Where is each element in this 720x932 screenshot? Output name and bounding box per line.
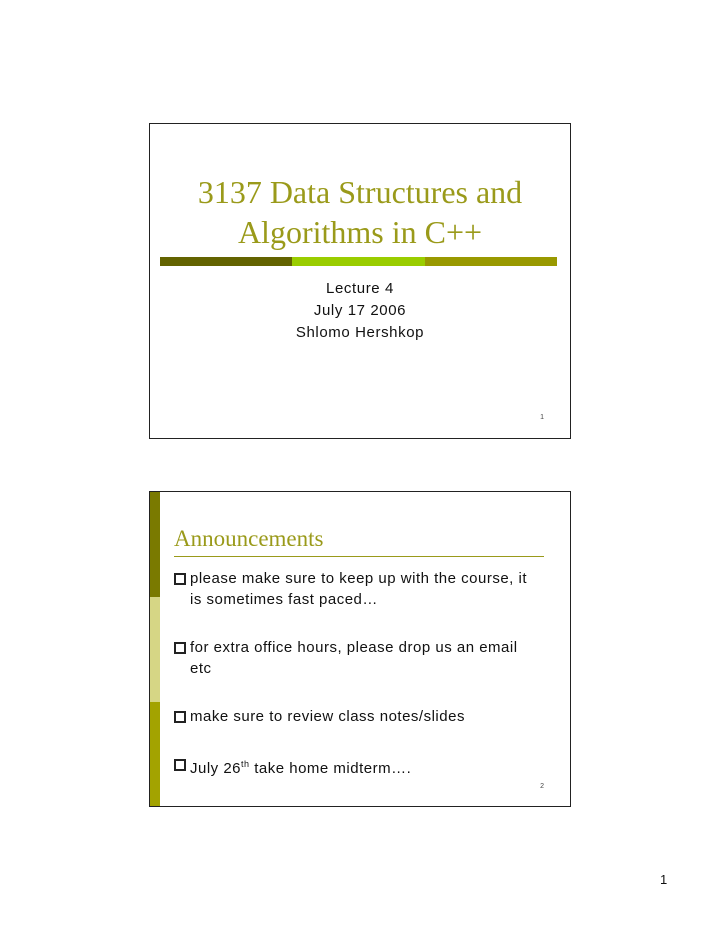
slide-2-title: Announcements — [174, 526, 324, 551]
divider-segment-bright — [292, 257, 424, 266]
divider-segment-olive — [425, 257, 557, 266]
sidebar-segment-olive — [150, 702, 160, 806]
square-bullet-icon — [174, 711, 186, 723]
list-item — [174, 706, 534, 727]
slide-2-sidebar — [150, 492, 160, 806]
bullet-text: for extra office hours, please drop us an email etc — [190, 639, 518, 677]
bullet-text: please make sure to keep up with the course, it is sometimes fast paced… — [190, 570, 528, 608]
slide-1-title-line-1: 3137 Data Structures and — [197, 174, 523, 210]
slide-1 — [149, 123, 571, 439]
list-item — [174, 568, 534, 610]
page-number: 1 — [660, 872, 668, 887]
list-item — [174, 637, 534, 679]
announcement-list — [174, 568, 534, 779]
slide-2-number: 2 — [540, 783, 544, 790]
list-item — [174, 754, 534, 779]
square-bullet-icon — [174, 573, 186, 585]
bullet-text-prefix: July 26 — [190, 760, 242, 777]
slide-2-title-rule — [174, 556, 544, 557]
slide-1-title — [150, 172, 570, 252]
square-bullet-icon — [174, 642, 186, 654]
slide-1-title-line-2: Algorithms in C++ — [237, 214, 483, 250]
square-bullet-icon — [174, 759, 186, 771]
bullet-text: make sure to review class notes/slides — [190, 708, 465, 725]
sidebar-segment-light — [150, 597, 160, 702]
lecture-label: Lecture 4 — [326, 280, 394, 297]
title-divider-bar — [160, 257, 557, 266]
slide-1-subtitle — [150, 278, 570, 344]
divider-segment-dark — [160, 257, 292, 266]
bullet-text-suffix: take home midterm…. — [249, 760, 412, 777]
lecture-date: July 17 2006 — [313, 302, 407, 319]
ordinal-suffix: th — [241, 759, 250, 769]
sidebar-segment-dark — [150, 492, 160, 597]
lecture-author: Shlomo Hershkop — [295, 324, 425, 341]
slide-1-number: 1 — [540, 414, 544, 421]
slide-2 — [149, 491, 571, 807]
